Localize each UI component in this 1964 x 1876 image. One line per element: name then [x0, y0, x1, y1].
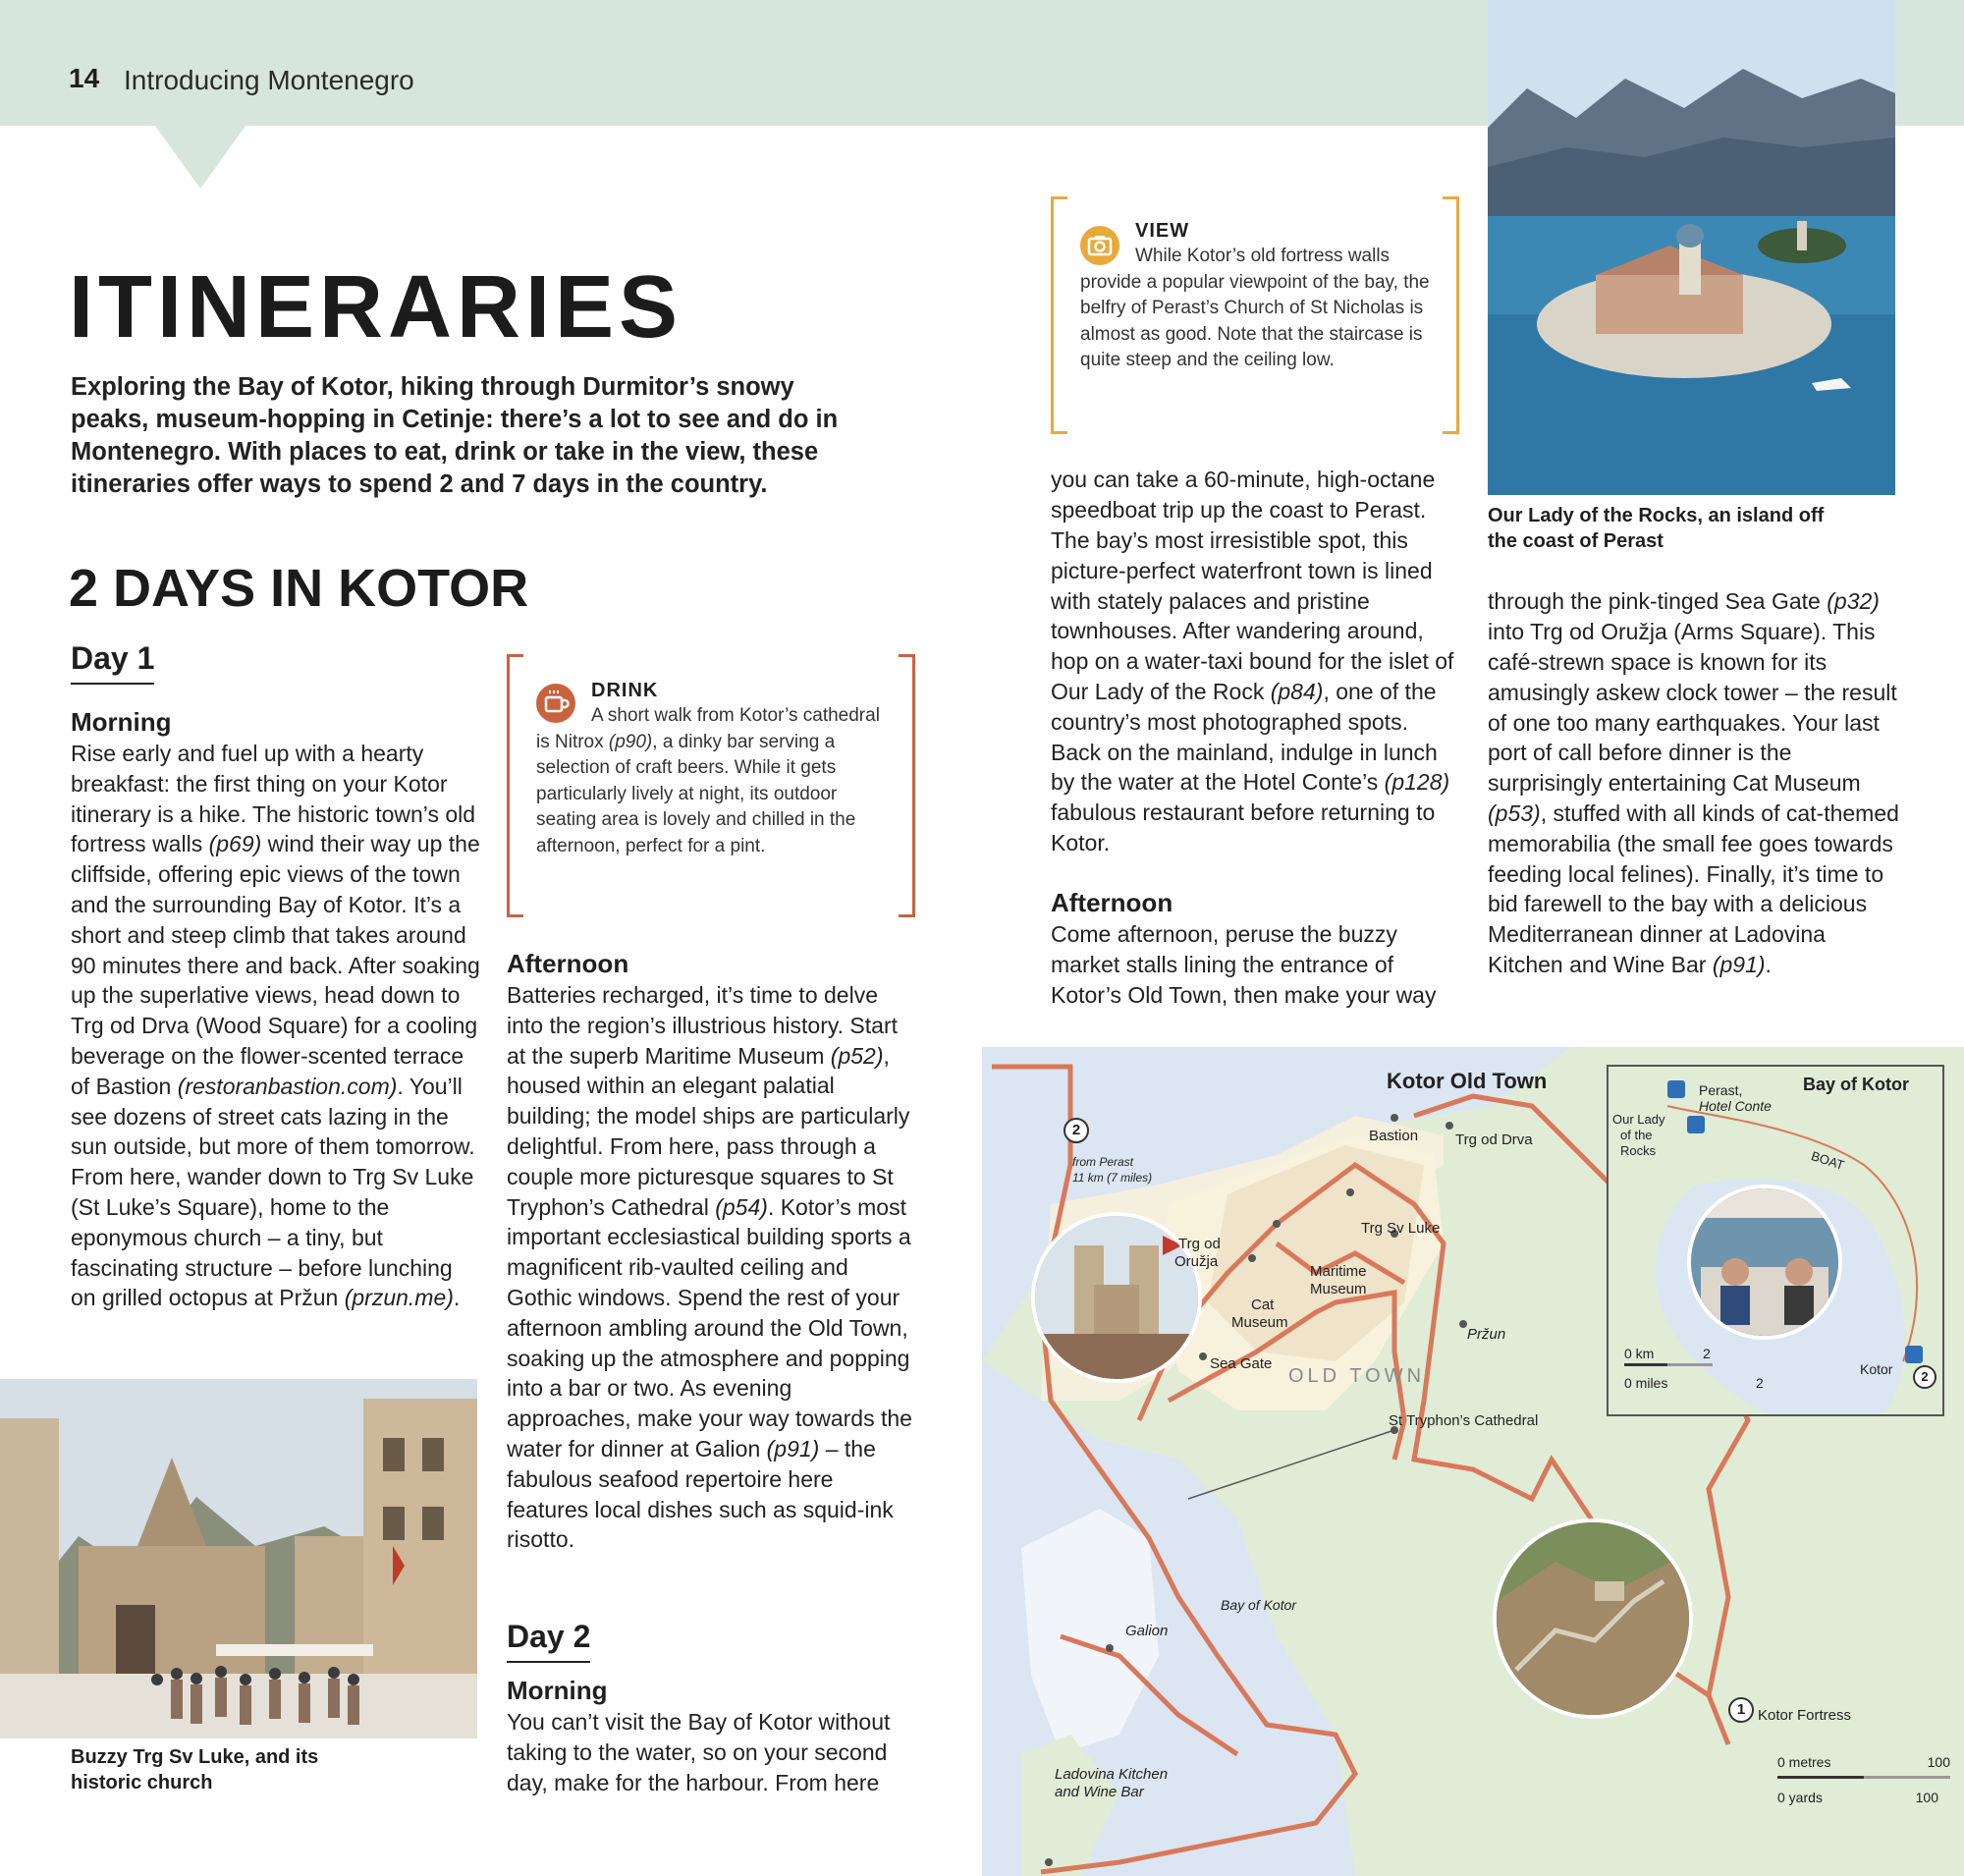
view-tip-title: VIEW	[1135, 220, 1190, 242]
inset-lady-2: of the	[1620, 1128, 1653, 1142]
day1-morning-text: Rise early and fuel up with a hearty breakfast: the first thing on your Kotor itinerary is a hike. The historic town’s old fortress walls (p69) wind their way up the cliffside, offering epic views of the town and the surrounding Bay of Kotor. It’s a short and steep climb that takes around 90 minutes there and back. After soaking up the superlative views, head down to Trg od Drva (Wood Square) for a cooling beverage on the flower-scented terrace of Bastion (restoranbastion.com). You’ll see dozens of street cats lazing in the sun outside, but more of them tomorrow. From here, wander down to Trg Sv Luke (St Luke’s Square), home to the eponymous church – a tiny, but fascinating structure – before lunching on grilled octopus at Pržun (przun.me).	[71, 741, 480, 1311]
church-caption: Buzzy Trg Sv Luke, and its historic church	[71, 1746, 319, 1793]
map-cat-2: Museum	[1231, 1314, 1288, 1331]
inset-scale-miles-max: 2	[1756, 1375, 1764, 1391]
fortress-photo	[1493, 1518, 1693, 1719]
map-galion: Galion	[1125, 1623, 1169, 1639]
inset-scale-km: 0 km	[1624, 1346, 1655, 1361]
map-scale-bar: 0 metres 100 0 yards 100	[1777, 1754, 1950, 1805]
day2-morning-text-part1: You can’t visit the Bay of Kotor without taking to the water, so on your second day, make for the harbour. From here	[507, 1709, 891, 1795]
inset-scale-km-max: 2	[1703, 1346, 1711, 1361]
inset-hotel-conte: Hotel Conte	[1699, 1098, 1772, 1114]
map-trg-od-oruzja-2: Oružja	[1174, 1253, 1219, 1270]
page-title: ITINERARIES	[69, 258, 683, 357]
map-old-town-label: OLD TOWN	[1288, 1365, 1426, 1387]
intro-text: Exploring the Bay of Kotor, hiking through Durmitor’s snowy peaks, museum-hopping in Cetinje: there’s a lot to see and do in Montenegro. With places to eat, drink or take in the view, these itineraries offer ways to spend 2 and 7 days in the country.	[71, 373, 839, 498]
inset-lady-1: Our Lady	[1612, 1112, 1665, 1127]
day2-afternoon-text-part1: Come afternoon, peruse the buzzy market stalls lining the entrance of Kotor’s Old Town, then make your way	[1051, 921, 1437, 1008]
island-caption: Our Lady of the Rocks, an island off the coast of Perast	[1488, 505, 1825, 552]
map-maritime-2: Museum	[1310, 1281, 1367, 1297]
map-trg-od-drva: Trg od Drva	[1455, 1131, 1533, 1148]
day2-afternoon-heading: Afternoon	[1051, 888, 1173, 917]
drink-tip-box	[507, 654, 915, 911]
day1-morning-heading: Morning	[71, 707, 172, 737]
inset-boat-label: BOAT	[1809, 1148, 1846, 1173]
view-tip-text: While Kotor’s old fortress walls provide a popular viewpoint of the bay, the belfry of Perast’s Church of St Nicholas is almost as good. Note that the staircase is quite steep and the ceiling low.	[1080, 246, 1430, 370]
view-tip-box	[1051, 196, 1459, 428]
map-from-perast: from Perast	[1072, 1155, 1134, 1169]
itinerary-title: 2 DAYS IN KOTOR	[69, 559, 529, 618]
map-cat-1: Cat	[1251, 1297, 1275, 1313]
section-title: Introducing Montenegro	[124, 65, 414, 95]
map-ladovina-1: Ladovina Kitchen	[1055, 1766, 1169, 1783]
cathedral-photo	[1031, 1212, 1202, 1383]
map-trg-od-oruzja-1: Trg od	[1178, 1236, 1221, 1252]
map-sea-gate: Sea Gate	[1210, 1355, 1273, 1372]
drink-tip-text: A short walk from Kotor’s cathedral is Nitrox (p90), a dinky bar serving a selection of craft beers. While it gets particularly lively at night, its outdoor seating area is lovely and chilled in the afternoon, perfect for a pint.	[536, 705, 880, 856]
map-trg-sv-luke: Trg Sv Luke	[1361, 1220, 1441, 1237]
map-maritime-1: Maritime	[1310, 1263, 1367, 1280]
church-photo	[0, 1379, 477, 1738]
day2-morning-heading: Morning	[507, 1676, 608, 1705]
inset-map	[1607, 1065, 1944, 1416]
day1-heading: Day 1	[71, 640, 154, 685]
inset-boat-icon-perast	[1667, 1080, 1685, 1098]
map-bastion: Bastion	[1369, 1128, 1419, 1144]
map-kotor-fortress: Kotor Fortress	[1758, 1707, 1852, 1724]
day2-afternoon-text: through the pink-tinged Sea Gate (p32) into Trg od Oružja (Arms Square). This café-strewn space is known for its amusingly askew clock tower – the result of one too many earthquakes. Your last port of call before dinner is the surprisingly entertaining Cat Museum (p53), stuffed with all kinds of cat-themed memorabilia (the small fee goes towards feeding local felines). Finally, it’s time to bid farewell to the bay with a delicious Mediterranean dinner at Ladovina Kitchen and Wine Bar (p91).	[1488, 588, 1899, 977]
map-przun: Pržun	[1467, 1326, 1506, 1343]
day1-afternoon-text: Batteries recharged, it’s time to delve into the region’s illustrious history. Start at the superb Maritime Museum (p52), housed within an elegant palatial building; the model ships are particularly delightful. From here, pass through a couple more picturesque squares to St Tryphon’s Cathedral (p54). Kotor’s most important ecclesiastical building sports a magnificent rib-vaulted ceiling and Gothic windows. Spend the rest of your afternoon ambling around the Old Town, soaking up the atmosphere and popping into a bar or two. As evening approaches, make your way towards the water for dinner at Galion (p91) – the fabulous seafood repertoire here features local dishes such as squid-ink risotto.	[507, 982, 912, 1553]
map-stop-2-marker: 2	[1064, 1118, 1089, 1143]
inset-perast: Perast,	[1699, 1082, 1743, 1098]
map-ladovina-2: and Wine Bar	[1055, 1784, 1144, 1800]
inset-lady-3: Rocks	[1620, 1143, 1657, 1158]
day2-heading: Day 2	[507, 1619, 590, 1663]
island-photo	[1488, 0, 1895, 495]
header-notch	[155, 126, 246, 189]
map-stop-1-marker: 1	[1728, 1697, 1754, 1723]
day2-morning-text: you can take a 60-minute, high-octane speedboat trip up the coast to Perast. The bay’s most irresistible spot, this picture-perfect waterfront town is lined with stately palaces and pristine townhouses. After wandering around, hop on a water-taxi bound for the islet of Our Lady of the Rock (p84), one of the country’s most photographed spots. Back on the mainland, indulge in lunch by the water at the Hotel Conte’s (p128) fabulous restaurant before returning to Kotor.	[1051, 467, 1454, 855]
map-bay-label: Bay of Kotor	[1221, 1597, 1297, 1613]
kotor-map	[982, 1047, 1964, 1876]
inset-restaurant-photo	[1687, 1185, 1842, 1340]
map-st-tryphon: St Tryphon’s Cathedral	[1389, 1412, 1539, 1429]
inset-stop-2-marker: 2	[1913, 1365, 1937, 1389]
inset-scale-miles: 0 miles	[1624, 1375, 1668, 1391]
map-title: Kotor Old Town	[1387, 1069, 1548, 1093]
map-from-perast-distance: 11 km (7 miles)	[1072, 1171, 1153, 1185]
inset-title: Bay of Kotor	[1803, 1075, 1909, 1094]
drink-tip-title: DRINK	[591, 680, 659, 701]
inset-kotor: Kotor	[1860, 1361, 1893, 1377]
day1-afternoon-heading: Afternoon	[507, 949, 629, 978]
page-number: 14	[69, 63, 100, 93]
inset-boat-icon-kotor	[1905, 1346, 1923, 1363]
inset-boat-icon-lady	[1687, 1116, 1705, 1133]
